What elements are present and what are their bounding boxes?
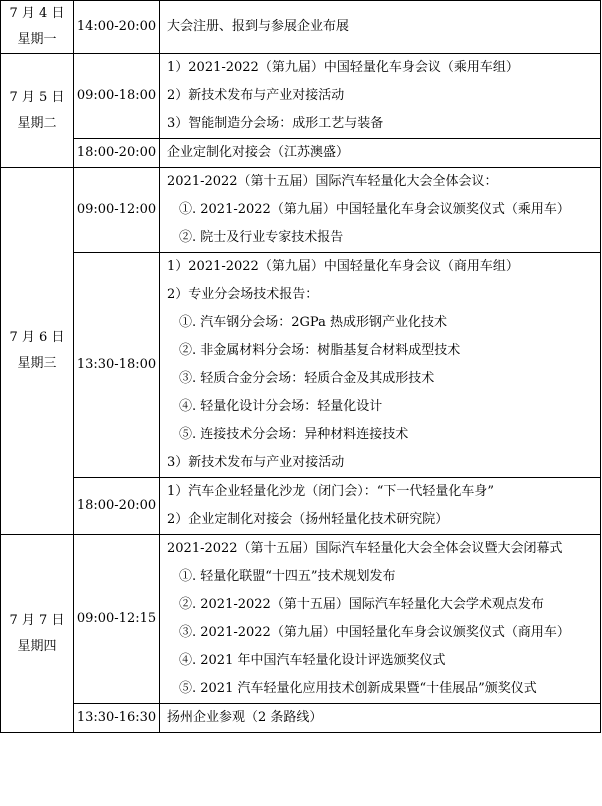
agenda-line: 大会注册、报到与参展企业布展 — [167, 19, 350, 34]
schedule-row — [1, 139, 601, 168]
agenda-line: 企业定制化对接会（江苏澳盛） — [167, 145, 350, 160]
day-weekday: 星期二 — [17, 115, 57, 131]
agenda-line: 3）智能制造分会场：成形工艺与装备 — [167, 116, 384, 131]
session-content — [160, 168, 601, 253]
session-time: 18:00-20:00 — [74, 139, 160, 168]
agenda-line: ④. 2021 年中国汽车轻量化设计评选颁奖仪式 — [179, 653, 446, 668]
schedule-row — [1, 478, 601, 535]
day-cell — [1, 54, 74, 168]
day-cell — [1, 535, 74, 733]
agenda-line: ⑤. 2021 汽车轻量化应用技术创新成果暨“十佳展品”颁奖仪式 — [179, 681, 537, 696]
session-time: 14:00-20:00 — [74, 1, 160, 54]
agenda-line: ⑤. 连接技术分会场：异种材料连接技术 — [179, 427, 409, 442]
agenda-line: ②. 2021-2022（第十五届）国际汽车轻量化大会学术观点发布 — [179, 597, 544, 612]
day-weekday: 星期四 — [17, 638, 57, 654]
day-date: 7 月 6 日 — [9, 330, 65, 345]
agenda-line: 2）企业定制化对接会（扬州轻量化技术研究院） — [167, 512, 449, 527]
schedule-row — [1, 54, 601, 139]
schedule-row — [1, 1, 601, 54]
day-date: 7 月 4 日 — [9, 6, 65, 21]
session-content — [160, 253, 601, 478]
agenda-line: 2）新技术发布与产业对接活动 — [167, 88, 345, 103]
day-cell — [1, 168, 74, 535]
schedule-row — [1, 168, 601, 253]
session-content — [160, 54, 601, 139]
day-weekday: 星期三 — [17, 356, 57, 371]
agenda-line: 2021-2022（第十五届）国际汽车轻量化大会全体会议暨大会闭幕式 — [167, 541, 563, 556]
day-weekday: 星期一 — [17, 32, 57, 47]
agenda-line: ①. 轻量化联盟“十四五”技术规划发布 — [179, 569, 396, 584]
session-time: 18:00-20:00 — [74, 478, 160, 535]
agenda-line: 1）汽车企业轻量化沙龙（闭门会）：“下一代轻量化车身” — [167, 484, 495, 499]
session-time: 09:00-12:00 — [74, 168, 160, 253]
session-time: 09:00-12:15 — [74, 535, 160, 704]
agenda-line: ②. 院士及行业专家技术报告 — [179, 230, 344, 245]
agenda-line: ③. 2021-2022（第九届）中国轻量化车身会议颁奖仪式（商用车） — [179, 625, 570, 640]
schedule-row — [1, 704, 601, 733]
agenda-line: 1）2021-2022（第九届）中国轻量化车身会议（乘用车组） — [167, 60, 519, 75]
day-date: 7 月 7 日 — [9, 612, 65, 628]
day-date: 7 月 5 日 — [9, 89, 65, 105]
agenda-line: ③. 轻质合金分会场：轻质合金及其成形技术 — [179, 371, 435, 386]
agenda-line: ④. 轻量化设计分会场：轻量化设计 — [179, 399, 383, 414]
agenda-line: 3）新技术发布与产业对接活动 — [167, 455, 345, 470]
session-content — [160, 478, 601, 535]
session-time: 13:30-18:00 — [74, 253, 160, 478]
session-content — [160, 1, 601, 54]
agenda-line: 1）2021-2022（第九届）中国轻量化车身会议（商用车组） — [167, 259, 519, 274]
session-content — [160, 704, 601, 733]
session-content — [160, 535, 601, 704]
schedule-row — [1, 253, 601, 478]
schedule-row — [1, 535, 601, 704]
session-time: 09:00-18:00 — [74, 54, 160, 139]
day-cell — [1, 1, 74, 54]
agenda-line: ②. 非金属材料分会场：树脂基复合材料成型技术 — [179, 343, 461, 358]
session-content — [160, 139, 601, 168]
schedule-body — [1, 1, 601, 733]
agenda-line: 2）专业分会场技术报告： — [167, 287, 319, 302]
session-time: 13:30-16:30 — [74, 704, 160, 733]
agenda-line: 扬州企业参观（2 条路线） — [167, 710, 323, 725]
agenda-line: ①. 2021-2022（第九届）中国轻量化车身会议颁奖仪式（乘用车） — [179, 202, 570, 217]
agenda-line: 2021-2022（第十五届）国际汽车轻量化大会全体会议： — [167, 174, 498, 189]
agenda-line: ①. 汽车钢分会场：2GPa 热成形钢产业化技术 — [179, 315, 447, 330]
